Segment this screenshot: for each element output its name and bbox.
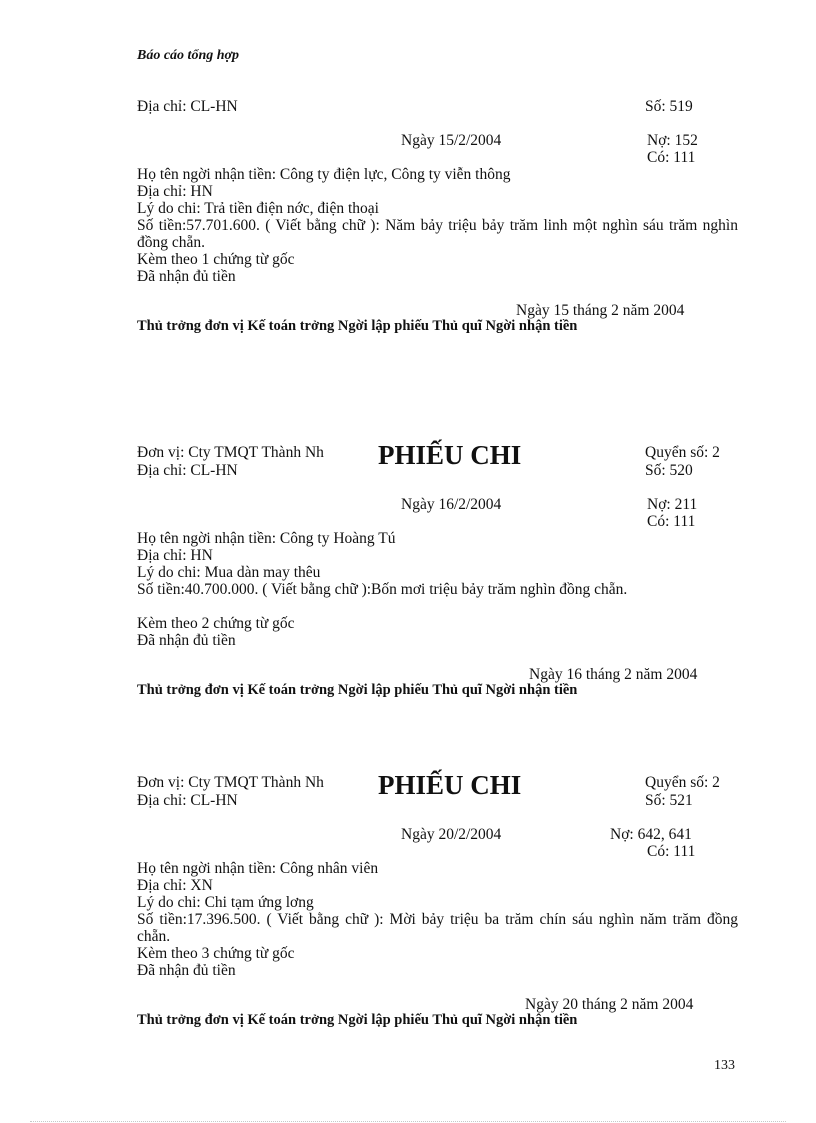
voucher-signatures: Thủ trởng đơn vị Kế toán trởng Ngời lập phiếu Thủ quĩ Ngời nhận tiền — [137, 1012, 578, 1028]
voucher-date: Ngày 20/2/2004 — [401, 826, 502, 843]
voucher-sign-date: Ngày 20 tháng 2 năm 2004 — [525, 996, 694, 1013]
voucher-attachments: Kèm theo 2 chứng từ gốc — [137, 615, 295, 632]
voucher-received: Đã nhận đủ tiền — [137, 962, 236, 979]
voucher-attachments: Kèm theo 3 chứng từ gốc — [137, 945, 295, 962]
voucher-signatures: Thủ trởng đơn vị Kế toán trởng Ngời lập phiếu Thủ quĩ Ngời nhận tiền — [137, 682, 578, 698]
voucher-number: Số: 521 — [645, 792, 693, 809]
voucher-debit: Nợ: 211 — [647, 496, 698, 513]
voucher-address: Địa chỉ: CL-HN — [137, 462, 238, 479]
voucher-credit: Có: 111 — [647, 843, 696, 860]
voucher-credit: Có: 111 — [647, 513, 696, 530]
page-bottom-rule — [30, 1121, 786, 1122]
voucher-number: Số: 520 — [645, 462, 693, 479]
voucher-received: Đã nhận đủ tiền — [137, 268, 236, 285]
voucher-sign-date: Ngày 16 tháng 2 năm 2004 — [529, 666, 698, 683]
voucher-recipient-address: Địa chỉ: HN — [137, 183, 213, 200]
voucher-credit: Có: 111 — [647, 149, 696, 166]
voucher-reason: Lý do chi: Chi tạm ứng lơng — [137, 894, 314, 911]
voucher-attachments: Kèm theo 1 chứng từ gốc — [137, 251, 295, 268]
voucher-recipient-address: Địa chỉ: HN — [137, 547, 213, 564]
voucher-unit: Đơn vị: Cty TMQT Thành Nh — [137, 444, 324, 461]
voucher-book: Quyển số: 2 — [645, 444, 720, 461]
voucher-debit: Nợ: 152 — [647, 132, 698, 149]
voucher-date: Ngày 15/2/2004 — [401, 132, 502, 149]
voucher-date: Ngày 16/2/2004 — [401, 496, 502, 513]
voucher-number: Số: 519 — [645, 98, 693, 115]
voucher-address: Địa chỉ: CL-HN — [137, 98, 238, 115]
voucher-title: PHIẾU CHI — [378, 770, 522, 800]
voucher-amount: Số tiền:40.700.000. ( Viết bằng chữ ):Bốn mơi triệu bảy trăm nghìn đồng chẵn. — [137, 581, 628, 598]
voucher-sign-date: Ngày 15 tháng 2 năm 2004 — [516, 302, 685, 319]
voucher-amount: Số tiền:57.701.600. ( Viết bằng chữ ): Năm bảy triệu bảy trăm linh một nghìn sáu trăm nghìn đồng chẵn. — [137, 217, 738, 251]
voucher-debit: Nợ: 642, 641 — [610, 826, 692, 843]
voucher-recipient: Họ tên ngời nhận tiền: Công ty Hoàng Tú — [137, 530, 396, 547]
voucher-unit: Đơn vị: Cty TMQT Thành Nh — [137, 774, 324, 791]
voucher-address: Địa chỉ: CL-HN — [137, 792, 238, 809]
voucher-title: PHIẾU CHI — [378, 440, 522, 470]
voucher-recipient: Họ tên ngời nhận tiền: Công ty điện lực, Công ty viễn thông — [137, 166, 511, 183]
voucher-received: Đã nhận đủ tiền — [137, 632, 236, 649]
voucher-recipient: Họ tên ngời nhận tiền: Công nhân viên — [137, 860, 379, 877]
voucher-reason: Lý do chi: Trả tiền điện nớc, điện thoại — [137, 200, 379, 217]
page-number: 133 — [714, 1058, 735, 1073]
voucher-amount: Số tiền:17.396.500. ( Viết bằng chữ ): Mời bảy triệu ba trăm chín sáu nghìn năm trăm đồng chẵn. — [137, 911, 738, 945]
running-header: Báo cáo tổng hợp — [137, 48, 240, 63]
voucher-signatures: Thủ trởng đơn vị Kế toán trởng Ngời lập phiếu Thủ quĩ Ngời nhận tiền — [137, 318, 578, 334]
voucher-recipient-address: Địa chỉ: XN — [137, 877, 213, 894]
voucher-reason: Lý do chi: Mua dàn may thêu — [137, 564, 321, 581]
voucher-book: Quyển số: 2 — [645, 774, 720, 791]
